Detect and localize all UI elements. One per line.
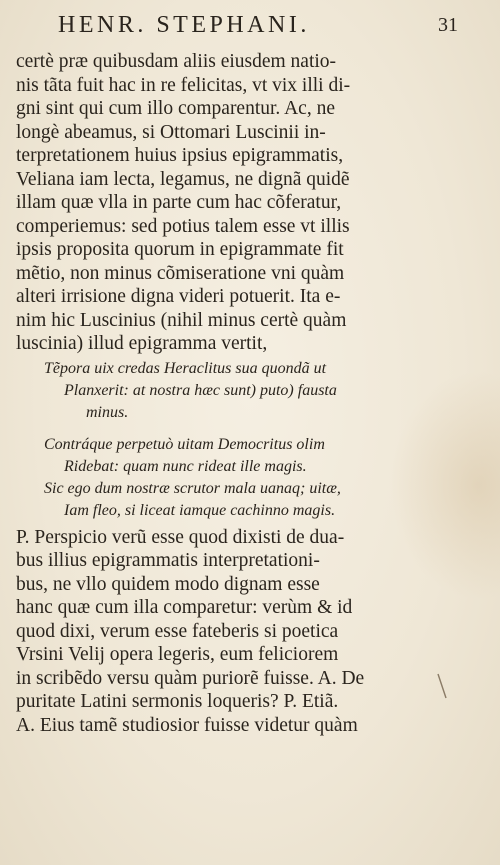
verse-line: Sic ego dum nostræ scrutor mala uanaq; uitæ, — [44, 479, 341, 497]
paper-stain — [390, 370, 500, 600]
text-line: bus, ne vllo quidem modo dignam esse — [16, 573, 320, 595]
text-line: alteri irrisione digna videri potuerit. Ita e- — [16, 286, 341, 307]
page-header — [58, 12, 458, 42]
verse-line: Ridebat: quam nunc rideat ille magis. — [64, 457, 307, 475]
text-line: Vrsini Velij opera legeris, eum feliciorem — [16, 644, 339, 665]
verse-stanza — [16, 428, 406, 526]
text-line: hanc quæ cum illa comparetur: verùm & id — [16, 597, 353, 618]
text-line: Veliana iam lecta, legamus, ne dignã quidẽ — [16, 168, 350, 190]
verse-line: Iam fleo, si liceat iamque cachinno magis. — [64, 501, 336, 519]
text-line: ipsis proposita quorum in epigrammate fit — [16, 239, 344, 260]
text-line: mẽtio, non minus cõmiseratione vni quàm — [16, 262, 345, 284]
text-line: bus illius epigrammatis interpretationi- — [16, 550, 320, 571]
text-line: longè abeamus, si Ottomari Luscinii in- — [16, 121, 326, 143]
text-line: puritate Latini sermonis loqueris? P. Etiã. — [16, 691, 339, 712]
verse-stanza — [16, 356, 406, 428]
verse-line: minus. — [86, 403, 129, 421]
running-title: HENR. STEPHANI. — [58, 12, 310, 38]
text-line: terpretationem huius ipsius epigrammatis, — [16, 145, 344, 166]
text-line: luscinia) illud epigramma vertit, — [16, 333, 268, 354]
body-text — [16, 50, 406, 737]
text-line: quod dixi, verum esse fateberis si poetica — [16, 620, 339, 642]
pencil-mark-icon — [436, 672, 450, 702]
text-line: nis tãta fuit hac in re felicitas, vt vix illi di- — [16, 74, 351, 96]
text-line: comperiemus: sed potius talem esse vt illis — [16, 215, 350, 237]
text-line: illam quæ vlla in parte cum hac cõferatur, — [16, 192, 342, 213]
verse-line: Planxerit: at nostra hæc sunt) puto) fausta — [64, 381, 337, 399]
text-line: gni sint qui cum illo comparentur. Ac, ne — [16, 98, 335, 119]
text-line: A. Eius tamẽ studiosior fuisse videtur quàm — [16, 714, 358, 736]
verse-line: Tẽpora uix credas Heraclitus sua quondã ut — [44, 359, 327, 377]
text-line: certè præ quibusdam aliis eiusdem natio- — [16, 51, 337, 72]
text-line: nim hic Luscinius (nihil minus certè quàm — [16, 309, 347, 331]
verse-line: Contráque perpetuò uitam Democritus olim — [44, 435, 325, 453]
text-line: in scribẽdo versu quàm puriorẽ fuisse. A. De — [16, 667, 365, 689]
text-line: P. Perspicio verũ esse quod dixisti de dua- — [16, 526, 345, 548]
page-number: 31 — [438, 14, 458, 36]
